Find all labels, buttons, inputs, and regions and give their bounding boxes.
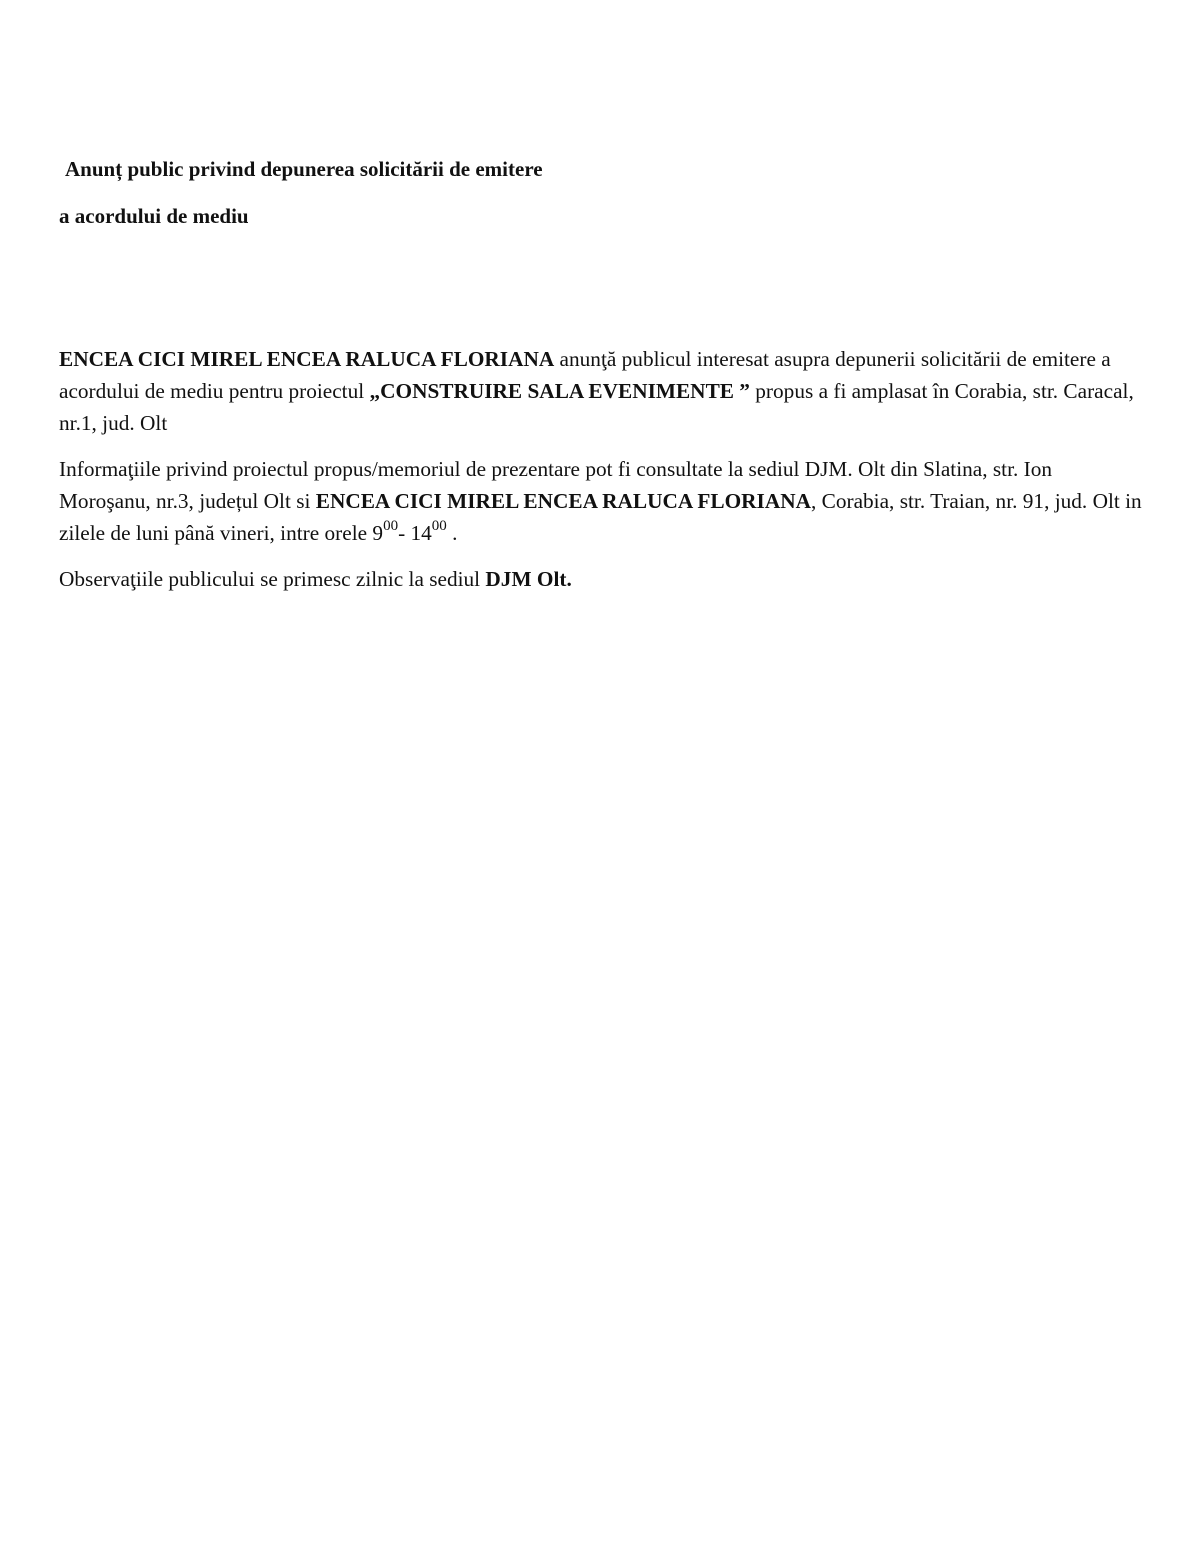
paragraph-text: , Corabia, str. Traian, nr. 91, jud. Olt in zilele de luni până vineri, intre orele 9 [59, 489, 1142, 545]
hour-superscript: 00 [431, 517, 447, 534]
heading-line-1: Anunț public privind depunerea solicitării de emitere [65, 157, 543, 181]
paragraph-text: - 14 [398, 521, 432, 545]
paragraph-text: propus a fi amplasat în Corabia, str. Caracal, nr.1, jud. Olt [59, 379, 1134, 435]
project-name: „CONSTRUIRE SALA EVENIMENTE ” [369, 379, 750, 403]
applicant-name: ENCEA CICI MIREL ENCEA RALUCA FLORIANA [59, 347, 555, 371]
heading-line-2: a acordului de mediu [59, 204, 249, 228]
hour-superscript: 00 [383, 517, 399, 534]
announcement-body [59, 343, 1149, 609]
applicant-name: ENCEA CICI MIREL ENCEA RALUCA FLORIANA [315, 489, 811, 513]
paragraph-text: Informaţiile privind proiectul propus/memoriul de prezentare pot fi consultate la sediul DJM. Olt din Slatina, str. Ion Moroşanu, nr.3, județul Olt si [59, 457, 1053, 513]
paragraph-observations [59, 563, 1149, 595]
paragraph-text: . [446, 521, 458, 545]
paragraph-consultation [59, 453, 1149, 549]
paragraph-announcement [59, 343, 1149, 439]
paragraph-text: anunţă publicul interesat asupra depunerii solicitării de emitere a acordului de mediu pentru proiectul [59, 347, 1111, 403]
office-name: DJM Olt. [485, 567, 572, 591]
paragraph-text: Observaţiile publicului se primesc zilnic la sediul [59, 567, 486, 591]
